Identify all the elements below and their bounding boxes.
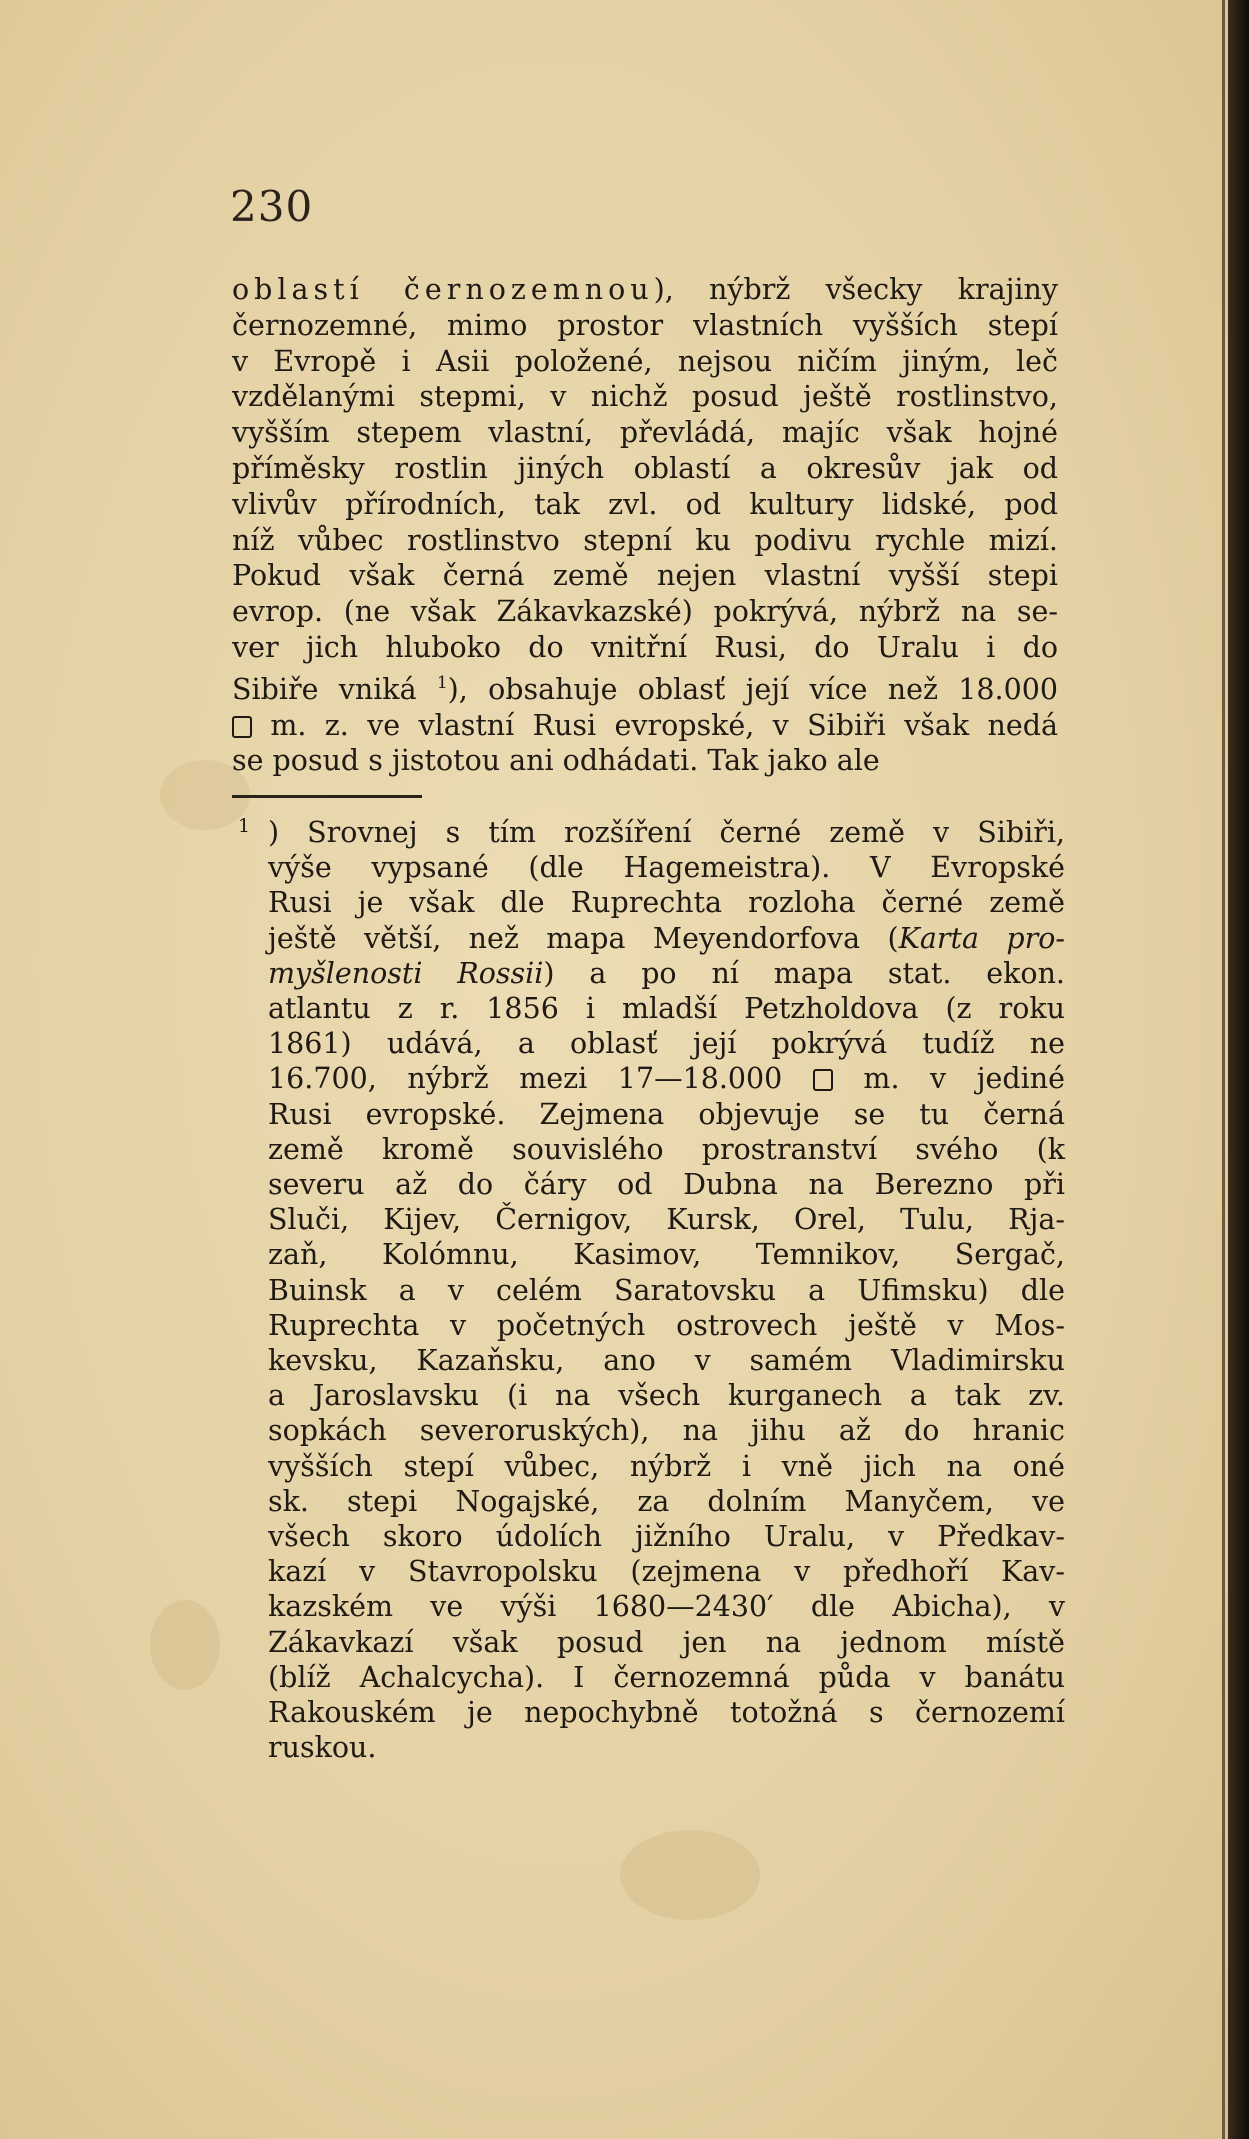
text-line: [232, 708, 1058, 744]
text-line: [268, 1484, 1065, 1519]
text-segment: severu až do čáry od Dubna na Berezno při: [268, 1168, 1065, 1202]
footnote-reference: 1: [436, 672, 448, 693]
text-segment: ) Srovnej s tím rozšíření černé země v Sibiři,: [268, 816, 1065, 849]
text-segment: 16.700, nýbrž mezi 17—18.000: [268, 1062, 813, 1096]
text-line: [232, 344, 1058, 380]
text-segment: Sibiře vniká: [232, 672, 437, 706]
text-line: [268, 1730, 1065, 1765]
text-segment: Buinsk a v celém Saratovsku a Ufimsku) dle: [268, 1273, 1065, 1307]
text-segment: vlivův přírodních, tak zvl. od kultury lidské, pod: [232, 487, 1058, 521]
text-segment: m. v jediné: [832, 1062, 1065, 1096]
text-line: [232, 523, 1058, 559]
text-line: [232, 451, 1058, 487]
text-line: [268, 1554, 1065, 1589]
page-number: 230: [230, 182, 314, 231]
square-symbol: [813, 1069, 833, 1091]
main-text: [232, 272, 1058, 779]
text-segment: sk. stepi Nogajské, za dolním Manyčem, ve: [268, 1484, 1065, 1518]
text-line: [268, 1413, 1065, 1448]
text-line: [232, 415, 1058, 451]
text-line: [232, 666, 1058, 708]
text-line: [232, 630, 1058, 666]
text-segment: Ruprechta v početných ostrovech ještě v Mos-: [268, 1308, 1065, 1342]
text-segment: ), obsahuje oblasť její více než 18.000: [447, 672, 1058, 706]
footnote-separator: [232, 795, 422, 798]
text-line: [268, 1237, 1065, 1272]
text-line: [268, 1167, 1065, 1202]
text-segment: černozemné, mimo prostor vlastních vyšších stepí: [232, 308, 1058, 342]
text-segment: ruskou.: [268, 1731, 377, 1765]
text-segment: kazí v Stavropolsku (zejmena v předhoří Kav-: [268, 1555, 1065, 1589]
text-segment: vzdělanými stepmi, v nichž posud ještě rostlinstvo,: [232, 380, 1058, 414]
book-spine: [1228, 0, 1249, 2139]
text-segment: země kromě souvislého prostranství svého (k: [268, 1132, 1065, 1166]
text-segment: vyšším stepem vlastní, převládá, majíc však hojné: [232, 416, 1058, 450]
text-line: [268, 921, 1065, 956]
text-segment: se posud s jistotou ani odhádati. Tak jako ale: [232, 744, 880, 778]
text-line: [232, 308, 1058, 344]
text-segment: ver jich hluboko do vnitřní Rusi, do Uralu i do: [232, 630, 1058, 664]
text-segment: Karta pro-: [898, 921, 1066, 955]
text-segment: kevsku, Kazaňsku, ano v samém Vladimirsku: [268, 1344, 1065, 1378]
text-segment: ), nýbrž všecky krajiny: [653, 273, 1058, 306]
text-line: [268, 1061, 1065, 1096]
text-segment: Sluči, Kijev, Černigov, Kursk, Orel, Tulu, Rja-: [268, 1203, 1065, 1237]
text-segment: všech skoro údolích jižního Uralu, v Předkav-: [268, 1520, 1065, 1554]
text-segment: evrop. (ne však Zákavkazské) pokrývá, nýbrž na se-: [232, 595, 1058, 629]
text-line: [268, 885, 1065, 920]
text-segment: vyšších stepí vůbec, nýbrž i vně jich na oné: [268, 1449, 1065, 1483]
text-segment: ještě větší, než mapa Meyendorfova (: [268, 921, 899, 955]
text-segment: Rakouském je nepochybně totožná s černozemí: [268, 1696, 1065, 1730]
paper-stain: [620, 1830, 760, 1920]
text-line: [268, 1132, 1065, 1167]
text-segment: sopkách severoruských), na jihu až do hranic: [268, 1414, 1065, 1448]
text-segment: výše vypsané (dle Hagemeistra). V Evropské: [268, 851, 1065, 885]
text-segment: (blíž Achalcycha). I černozemná půda v banátu: [268, 1660, 1065, 1694]
text-line: [268, 1343, 1065, 1378]
text-segment: kazském ve výši 1680—2430′ dle Abicha), v: [268, 1590, 1065, 1624]
text-line: [268, 1378, 1065, 1413]
text-line: [232, 487, 1058, 523]
text-line: [268, 1308, 1065, 1343]
footnote: [238, 815, 1066, 1765]
text-segment: m. z. ve vlastní Rusi evropské, v Sibiři však nedá: [252, 708, 1058, 742]
text-line: [268, 1519, 1065, 1554]
text-segment: oblastí černozemnou: [232, 273, 654, 306]
text-segment: ) a po ní mapa stat. ekon.: [543, 956, 1065, 990]
text-line: [232, 558, 1058, 594]
text-segment: 1861) udává, a oblasť její pokrývá tudíž ne: [268, 1027, 1065, 1061]
text-line: [268, 1589, 1065, 1624]
text-segment: Rusi evropské. Zejmena objevuje se tu černá: [268, 1097, 1065, 1131]
page-edge: [1222, 0, 1225, 2139]
text-segment: příměsky rostlin jiných oblastí a okresův jak od: [232, 451, 1058, 485]
square-symbol: [232, 716, 252, 738]
text-line: [268, 815, 1065, 850]
text-line: [268, 1273, 1065, 1308]
text-segment: a Jaroslavsku (i na všech kurganech a tak zv.: [268, 1379, 1065, 1413]
text-line: [268, 991, 1065, 1026]
text-line: [232, 379, 1058, 415]
text-line: [268, 1660, 1065, 1695]
text-line: [268, 1625, 1065, 1660]
text-line: [268, 1026, 1065, 1061]
paper-stain: [150, 1600, 220, 1690]
text-line: [268, 1695, 1065, 1730]
text-line: [232, 743, 1058, 779]
text-segment: Rusi je však dle Ruprechta rozloha černé země: [268, 886, 1065, 920]
text-line: [232, 272, 1058, 308]
text-line: [268, 850, 1065, 885]
text-segment: níž vůbec rostlinstvo stepní ku podivu rychle mizí.: [232, 523, 1058, 557]
text-segment: v Evropě i Asii položené, nejsou ničím jiným, leč: [232, 344, 1058, 378]
text-segment: myšlenosti Rossii: [268, 956, 544, 990]
footnote-marker: 1: [238, 815, 251, 837]
text-line: [268, 1202, 1065, 1237]
text-segment: zaň, Kolómnu, Kasimov, Temnikov, Sergač,: [268, 1238, 1065, 1272]
text-segment: atlantu z r. 1856 i mladší Petzholdova (z roku: [268, 992, 1065, 1026]
text-line: [268, 956, 1065, 991]
text-line: [232, 594, 1058, 630]
text-line: [268, 1449, 1065, 1484]
text-segment: Pokud však černá země nejen vlastní vyšší stepi: [232, 559, 1058, 593]
text-segment: Zákavkazí však posud jen na jednom místě: [268, 1625, 1065, 1659]
text-line: [268, 1097, 1065, 1132]
